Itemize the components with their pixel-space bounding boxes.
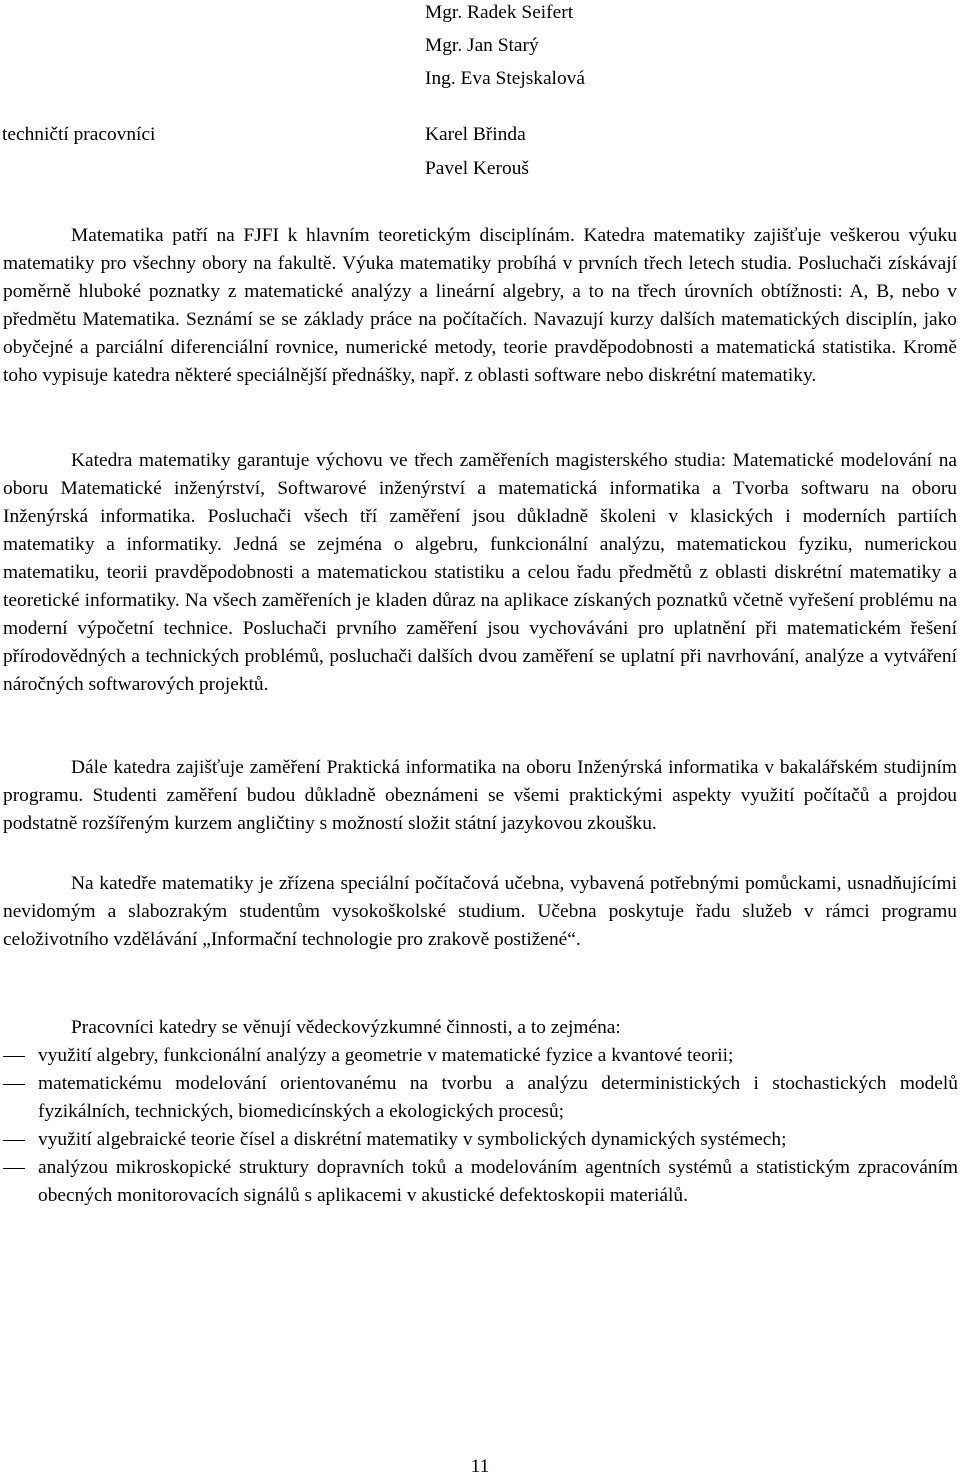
staff-name: Mgr. Radek Seifert bbox=[425, 2, 574, 23]
staff-row bbox=[0, 0, 960, 28]
list-item-text: využití algebraické teorie čísel a diskrétní matematiky v symbolických dynamických systémech; bbox=[38, 1129, 787, 1150]
list-item-text: využití algebry, funkcionální analýzy a geometrie v matematické fyzice a kvantové teorii; bbox=[38, 1045, 734, 1066]
staff-name: Pavel Kerouš bbox=[425, 158, 529, 179]
staff-row bbox=[0, 64, 960, 94]
dash-bullet-icon bbox=[3, 1056, 25, 1057]
list-item bbox=[0, 1126, 958, 1154]
dash-bullet-icon bbox=[3, 1084, 25, 1085]
dash-bullet-icon bbox=[3, 1140, 25, 1141]
page-number: 11 bbox=[470, 1456, 490, 1477]
list-item bbox=[0, 1154, 958, 1210]
dash-bullet-icon bbox=[3, 1168, 25, 1169]
staff-name: Karel Břinda bbox=[425, 124, 526, 145]
paragraph: Na katedře matematiky je zřízena speciální počítačová učebna, vybavená potřebnými pomůckami, usnadňujícími nevidomým a slabozrakým studentům vysokoškolské studium. Učebna poskytuje řadu služeb v rámci programu celoživotního vzdělávání „Informační technologie pro zrakově postižené“. bbox=[3, 873, 957, 950]
paragraph: Katedra matematiky garantuje výchovu ve třech zaměřeních magisterského studia: Matematické modelování na oboru Matematické inženýrství, Softwarové inženýrství a matematická informatika a Tvorba softwaru na oboru Inženýrská informatika. Posluchači všech tří zaměření jsou důkladně školeni v klasických i moderních partiích matematiky a informatiky. Jedná se zejména o algebru, funkcionální analýzu, matematickou fyziku, numerickou matematiku, teorii pravděpodobnosti a matematickou statistiku a celou řadu předmětů z oblasti diskrétní matematiky a teoretické informatiky. Na všech zaměřeních je kladen důraz na aplikace získaných poznatků včetně vyřešení problému na moderní výpočetní technice. Posluchači prvního zaměření jsou vychováváni pro uplatnění při matematickém řešení přírodovědných a technických problémů, posluchači dalších dvou zaměření se uplatní při navrhování, analýze a vytváření náročných softwarových projektů. bbox=[3, 450, 957, 695]
list-item bbox=[0, 1070, 958, 1126]
staff-row bbox=[0, 154, 960, 184]
staff-name: Mgr. Jan Starý bbox=[425, 35, 539, 56]
list-item-text: matematickému modelování orientovanému na tvorbu a analýzu deterministických i stochastických modelů fyzikálních, technických, biomedicínských a ekologických procesů; bbox=[38, 1073, 958, 1122]
staff-row bbox=[0, 31, 960, 61]
staff-row bbox=[0, 120, 960, 150]
staff-role: techničtí pracovníci bbox=[2, 124, 156, 145]
staff-name: Ing. Eva Stejskalová bbox=[425, 68, 585, 89]
paragraph: Matematika patří na FJFI k hlavním teoretickým disciplínám. Katedra matematiky zajišťuje veškerou výuku matematiky pro všechny obory na fakultě. Výuka matematiky probíhá v prvních třech letech studia. Posluchači získávají poměrně hluboké poznatky z matematické analýzy a lineární algebry, a to na třech úrovních obtížnosti: A, B, nebo v předmětu Matematika. Seznámí se se základy práce na počítačích. Navazují kurzy dalších matematických disciplín, jako obyčejné a parciální diferenciální rovnice, numerické metody, teorie pravděpodobnosti a matematická statistika. Kromě toho vypisuje katedra některé speciálnější přednášky, např. z oblasti software nebo diskrétní matematiky. bbox=[3, 225, 957, 386]
list-item-text: analýzou mikroskopické struktury dopravních toků a modelováním agentních systémů a statistickým zpracováním obecných monitorovacích signálů s aplikacemi v akustické defektoskopii materiálů. bbox=[38, 1157, 958, 1206]
list-item bbox=[0, 1042, 958, 1070]
paragraph: Pracovníci katedry se věnují vědeckovýzkumné činnosti, a to zejména: bbox=[71, 1017, 621, 1038]
research-list bbox=[0, 1042, 960, 1210]
paragraph: Dále katedra zajišťuje zaměření Praktická informatika na oboru Inženýrská informatika v bakalářském studijním programu. Studenti zaměření budou důkladně obeznámeni se všemi praktickými aspekty využití počítačů a projdou podstatně rozšířeným kurzem angličtiny s možností složit státní jazykovou zkoušku. bbox=[3, 757, 957, 834]
